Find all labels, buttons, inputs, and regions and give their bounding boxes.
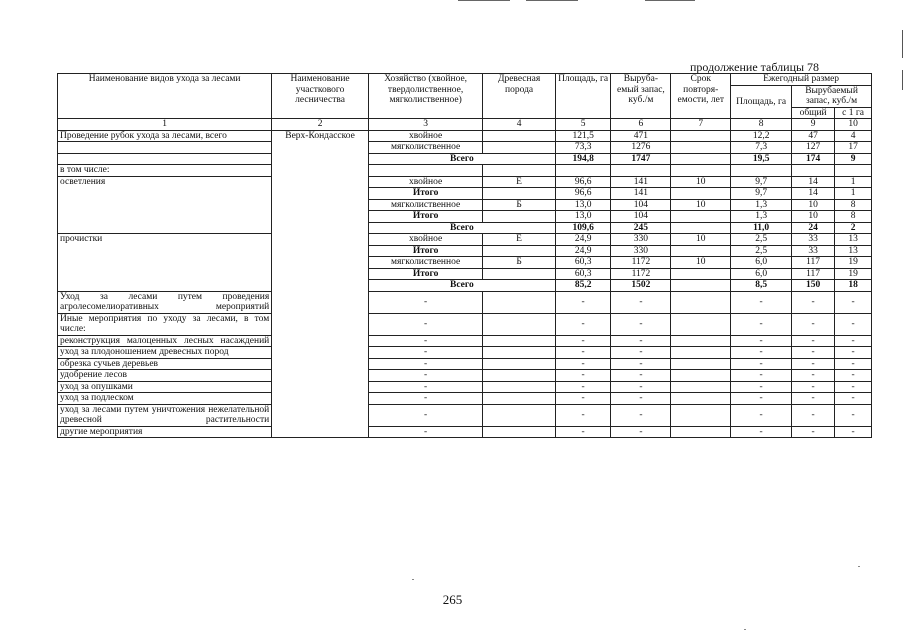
period-cell bbox=[671, 211, 731, 223]
farm-cell: мягколиственное bbox=[368, 257, 482, 269]
annual-total-cell: 14 bbox=[792, 176, 835, 188]
annual-per-ha-cell: 8 bbox=[835, 199, 872, 211]
scan-speck bbox=[858, 566, 860, 567]
stock-cell: 330 bbox=[611, 245, 671, 257]
forest-care-table bbox=[57, 73, 872, 438]
annual-area-cell: 8,5 bbox=[731, 280, 792, 292]
dash-cell: - bbox=[792, 313, 835, 335]
clearing-label: осветления bbox=[58, 176, 272, 234]
annual-total-cell: 24 bbox=[792, 222, 835, 234]
species-cell: Б bbox=[483, 199, 555, 211]
header-type: Наименование видов ухода за лесами bbox=[58, 74, 272, 119]
forestry-name: Верх-Кондасское bbox=[272, 130, 369, 438]
species-cell bbox=[483, 188, 555, 200]
species-cell: Е bbox=[483, 176, 555, 188]
dash-cell: - bbox=[611, 291, 671, 313]
species-cell bbox=[483, 142, 555, 154]
farm-cell: хвойное bbox=[368, 234, 482, 246]
dash-cell: - bbox=[555, 370, 611, 382]
stock-cell: 141 bbox=[611, 176, 671, 188]
annual-total-cell: 150 bbox=[792, 280, 835, 292]
dash-cell: - bbox=[368, 335, 482, 347]
table-body bbox=[58, 130, 872, 438]
table-row bbox=[58, 130, 872, 142]
species-cell: Е bbox=[483, 234, 555, 246]
dash-cell: - bbox=[731, 370, 792, 382]
farm-cell: Итого bbox=[368, 188, 482, 200]
dash-cell: - bbox=[731, 313, 792, 335]
annual-total-cell: 33 bbox=[792, 245, 835, 257]
care-type: уход за плодоношением древесных пород bbox=[58, 347, 272, 359]
farm-cell: мягколиственное bbox=[368, 199, 482, 211]
dash-cell: - bbox=[835, 404, 872, 426]
annual-per-ha-cell: 18 bbox=[835, 280, 872, 292]
stock-cell: 1172 bbox=[611, 268, 671, 280]
dash-cell: - bbox=[731, 335, 792, 347]
annual-area-cell: 11,0 bbox=[731, 222, 792, 234]
dash-cell: - bbox=[792, 393, 835, 405]
annual-area-cell: 1,3 bbox=[731, 211, 792, 223]
farm-cell: Всего bbox=[368, 222, 555, 234]
dash-cell: - bbox=[792, 358, 835, 370]
dash-cell: - bbox=[611, 393, 671, 405]
farm-cell: Всего bbox=[368, 153, 555, 165]
annual-total-cell: 47 bbox=[792, 130, 835, 142]
table-row-total bbox=[58, 153, 872, 165]
care-type: уход за опушками bbox=[58, 381, 272, 393]
dash-cell: - bbox=[611, 313, 671, 335]
header-farm: Хозяйство (хвойное, твердолиственное, мягколиственное) bbox=[368, 74, 482, 119]
table-row bbox=[58, 234, 872, 246]
dash-cell: - bbox=[835, 381, 872, 393]
dash-cell: - bbox=[731, 404, 792, 426]
scan-line bbox=[645, 0, 695, 1]
annual-per-ha-cell: 8 bbox=[835, 211, 872, 223]
dash-cell: - bbox=[731, 426, 792, 438]
column-number: 1 bbox=[58, 119, 272, 131]
dash-cell: - bbox=[611, 335, 671, 347]
header-forestry: Наименование участкового лесничества bbox=[272, 74, 369, 119]
area-cell: 60,3 bbox=[555, 268, 611, 280]
table-caption: продолжение таблицы 78 bbox=[690, 60, 820, 74]
annual-area-cell: 7,3 bbox=[731, 142, 792, 154]
care-type: другие мероприятия bbox=[58, 426, 272, 438]
dash-cell: - bbox=[835, 393, 872, 405]
dash-cell: - bbox=[611, 404, 671, 426]
stock-cell: 104 bbox=[611, 211, 671, 223]
dash-cell: - bbox=[792, 426, 835, 438]
farm-cell: мягколиственное bbox=[368, 142, 482, 154]
stock-cell: 330 bbox=[611, 234, 671, 246]
care-type: Уход за лесами путем проведения агролесомелиоративных мероприятий bbox=[58, 291, 272, 313]
header-period: Срок повторя-емости, лет bbox=[671, 74, 731, 119]
column-number: 6 bbox=[611, 119, 671, 131]
stock-cell: 1276 bbox=[611, 142, 671, 154]
table-row bbox=[58, 426, 872, 438]
column-number: 9 bbox=[792, 119, 835, 131]
area-cell: 24,9 bbox=[555, 234, 611, 246]
dash-cell: - bbox=[835, 335, 872, 347]
table-row bbox=[58, 404, 872, 426]
annual-area-cell: 2,5 bbox=[731, 245, 792, 257]
dash-cell: - bbox=[792, 404, 835, 426]
header-annual: Ежегодный размер bbox=[731, 74, 872, 86]
column-number: 10 bbox=[835, 119, 872, 131]
dash-cell: - bbox=[368, 291, 482, 313]
annual-per-ha-cell: 9 bbox=[835, 153, 872, 165]
page-number: 265 bbox=[442, 592, 463, 607]
dash-cell: - bbox=[555, 393, 611, 405]
dash-cell: - bbox=[731, 358, 792, 370]
period-cell: 10 bbox=[671, 199, 731, 211]
dash-cell: - bbox=[731, 381, 792, 393]
area-cell: 85,2 bbox=[555, 280, 611, 292]
dash-cell: - bbox=[835, 358, 872, 370]
species-cell bbox=[483, 245, 555, 257]
header-annual-total: общий bbox=[792, 107, 835, 119]
period-cell bbox=[671, 222, 731, 234]
annual-area-cell: 12,2 bbox=[731, 130, 792, 142]
annual-total-cell: 127 bbox=[792, 142, 835, 154]
period-cell: 10 bbox=[671, 176, 731, 188]
column-number: 7 bbox=[671, 119, 731, 131]
table-row bbox=[58, 393, 872, 405]
dash-cell: - bbox=[731, 347, 792, 359]
period-cell bbox=[671, 142, 731, 154]
period-cell bbox=[671, 268, 731, 280]
dash-cell: - bbox=[368, 404, 482, 426]
annual-per-ha-cell: 13 bbox=[835, 234, 872, 246]
dash-cell: - bbox=[555, 313, 611, 335]
dash-cell: - bbox=[611, 426, 671, 438]
column-number: 2 bbox=[272, 119, 369, 131]
care-type: уход за лесами путем уничтожения нежелательной древесной растительности bbox=[58, 404, 272, 426]
annual-per-ha-cell: 19 bbox=[835, 268, 872, 280]
table-row bbox=[58, 335, 872, 347]
dash-cell: - bbox=[555, 335, 611, 347]
farm-cell: Итого bbox=[368, 245, 482, 257]
species-cell bbox=[483, 268, 555, 280]
annual-per-ha-cell: 13 bbox=[835, 245, 872, 257]
annual-area-cell: 6,0 bbox=[731, 268, 792, 280]
column-number: 4 bbox=[483, 119, 555, 131]
dash-cell: - bbox=[555, 404, 611, 426]
dash-cell: - bbox=[555, 347, 611, 359]
stock-cell: 104 bbox=[611, 199, 671, 211]
care-type: Иные мероприятия по уходу за лесами, в том числе: bbox=[58, 313, 272, 335]
period-cell bbox=[671, 130, 731, 142]
table-row bbox=[58, 176, 872, 188]
table-row bbox=[58, 381, 872, 393]
period-cell bbox=[671, 153, 731, 165]
farm-cell: Итого bbox=[368, 268, 482, 280]
stock-cell: 141 bbox=[611, 188, 671, 200]
table-row bbox=[58, 165, 872, 177]
annual-area-cell: 2,5 bbox=[731, 234, 792, 246]
dash-cell: - bbox=[835, 291, 872, 313]
annual-total-cell: 117 bbox=[792, 268, 835, 280]
dash-cell: - bbox=[368, 358, 482, 370]
dash-cell: - bbox=[555, 381, 611, 393]
dash-cell: - bbox=[792, 370, 835, 382]
area-cell: 109,6 bbox=[555, 222, 611, 234]
dash-cell: - bbox=[792, 347, 835, 359]
annual-total-cell: 10 bbox=[792, 211, 835, 223]
dash-cell: - bbox=[731, 291, 792, 313]
dash-cell: - bbox=[368, 381, 482, 393]
care-type: уход за подлеском bbox=[58, 393, 272, 405]
dash-cell: - bbox=[555, 358, 611, 370]
annual-total-cell: 117 bbox=[792, 257, 835, 269]
area-cell: 24,9 bbox=[555, 245, 611, 257]
annual-area-cell: 1,3 bbox=[731, 199, 792, 211]
dash-cell: - bbox=[835, 426, 872, 438]
area-cell: 73,3 bbox=[555, 142, 611, 154]
scan-edge bbox=[902, 70, 903, 90]
period-cell: 10 bbox=[671, 234, 731, 246]
column-number: 5 bbox=[555, 119, 611, 131]
dash-cell: - bbox=[555, 291, 611, 313]
annual-total-cell: 33 bbox=[792, 234, 835, 246]
annual-total-cell: 174 bbox=[792, 153, 835, 165]
column-number: 3 bbox=[368, 119, 482, 131]
dash-cell: - bbox=[835, 347, 872, 359]
dash-cell: - bbox=[611, 347, 671, 359]
farm-cell: хвойное bbox=[368, 130, 482, 142]
column-number-row bbox=[58, 119, 872, 131]
annual-per-ha-cell: 4 bbox=[835, 130, 872, 142]
header-species: Древесная порода bbox=[483, 74, 555, 119]
including-label: в том числе: bbox=[58, 165, 272, 177]
annual-per-ha-cell: 1 bbox=[835, 188, 872, 200]
dash-cell: - bbox=[611, 370, 671, 382]
species-cell bbox=[483, 130, 555, 142]
annual-area-cell: 6,0 bbox=[731, 257, 792, 269]
area-cell: 13,0 bbox=[555, 199, 611, 211]
header-stock: Выруба-емый запас, куб./м bbox=[611, 74, 671, 119]
annual-area-cell: 9,7 bbox=[731, 176, 792, 188]
dash-cell: - bbox=[731, 393, 792, 405]
annual-area-cell: 19,5 bbox=[731, 153, 792, 165]
area-cell: 60,3 bbox=[555, 257, 611, 269]
cleaning-label: прочистки bbox=[58, 234, 272, 292]
annual-per-ha-cell: 2 bbox=[835, 222, 872, 234]
area-cell: 121,5 bbox=[555, 130, 611, 142]
table-header bbox=[58, 74, 872, 131]
table-row bbox=[58, 291, 872, 313]
dash-cell: - bbox=[368, 426, 482, 438]
dash-cell: - bbox=[368, 370, 482, 382]
care-type: обрезка сучьев деревьев bbox=[58, 358, 272, 370]
species-cell: Б bbox=[483, 257, 555, 269]
header-annual-per-ha: с 1 га bbox=[835, 107, 872, 119]
scan-edge bbox=[902, 30, 903, 58]
dash-cell: - bbox=[792, 335, 835, 347]
table-row bbox=[58, 142, 872, 154]
area-cell: 13,0 bbox=[555, 211, 611, 223]
dash-cell: - bbox=[611, 381, 671, 393]
table-row bbox=[58, 370, 872, 382]
annual-per-ha-cell: 1 bbox=[835, 176, 872, 188]
area-cell: 96,6 bbox=[555, 176, 611, 188]
header-area: Площадь, га bbox=[555, 74, 611, 119]
stock-cell: 245 bbox=[611, 222, 671, 234]
care-type: Проведение рубок ухода за лесами, всего bbox=[58, 130, 272, 142]
farm-cell: Всего bbox=[368, 280, 555, 292]
area-cell: 96,6 bbox=[555, 188, 611, 200]
header-annual-stock: Вырубаемый запас, куб./м bbox=[792, 85, 872, 107]
dash-cell: - bbox=[368, 393, 482, 405]
header-annual-area: Площадь, га bbox=[731, 85, 792, 119]
stock-cell: 1172 bbox=[611, 257, 671, 269]
scan-speck bbox=[744, 629, 746, 630]
stock-cell: 1747 bbox=[611, 153, 671, 165]
dash-cell: - bbox=[555, 426, 611, 438]
farm-cell: Итого bbox=[368, 211, 482, 223]
farm-cell: хвойное bbox=[368, 176, 482, 188]
table-row bbox=[58, 313, 872, 335]
dash-cell: - bbox=[835, 370, 872, 382]
dash-cell: - bbox=[835, 313, 872, 335]
dash-cell: - bbox=[368, 313, 482, 335]
table-row bbox=[58, 347, 872, 359]
annual-area-cell: 9,7 bbox=[731, 188, 792, 200]
annual-total-cell: 14 bbox=[792, 188, 835, 200]
scan-line bbox=[458, 0, 510, 1]
dash-cell: - bbox=[792, 291, 835, 313]
stock-cell: 471 bbox=[611, 130, 671, 142]
scan-line bbox=[526, 0, 578, 1]
period-cell bbox=[671, 188, 731, 200]
period-cell: 10 bbox=[671, 257, 731, 269]
area-cell: 194,8 bbox=[555, 153, 611, 165]
care-type: реконструкция малоценных лесных насаждений bbox=[58, 335, 272, 347]
care-type: удобрение лесов bbox=[58, 370, 272, 382]
stock-cell: 1502 bbox=[611, 280, 671, 292]
species-cell bbox=[483, 211, 555, 223]
period-cell bbox=[671, 245, 731, 257]
table-row bbox=[58, 358, 872, 370]
annual-per-ha-cell: 19 bbox=[835, 257, 872, 269]
dash-cell: - bbox=[792, 381, 835, 393]
scan-speck bbox=[412, 579, 414, 580]
dash-cell: - bbox=[611, 358, 671, 370]
annual-per-ha-cell: 17 bbox=[835, 142, 872, 154]
column-number: 8 bbox=[731, 119, 792, 131]
annual-total-cell: 10 bbox=[792, 199, 835, 211]
dash-cell: - bbox=[368, 347, 482, 359]
period-cell bbox=[671, 280, 731, 292]
